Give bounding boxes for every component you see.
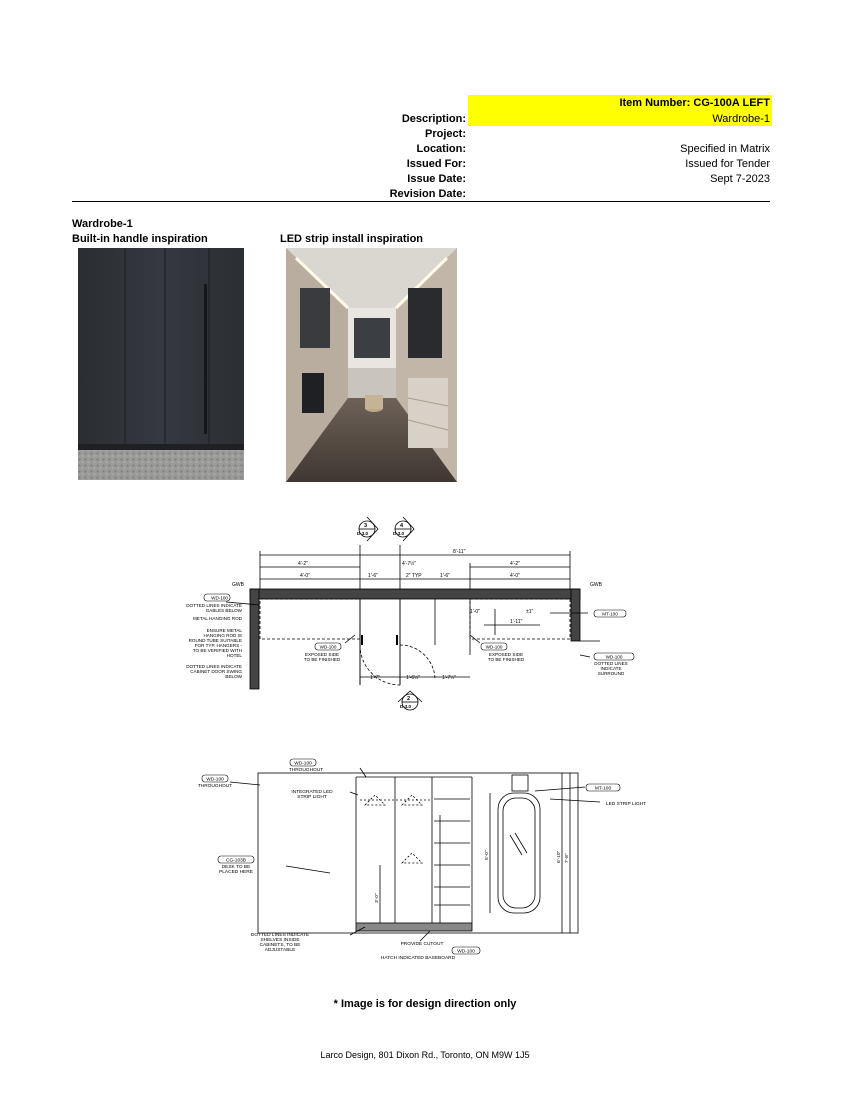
plan-note-surround-3: SURROUND	[597, 671, 625, 676]
plan-note-ensure-3: ROUND TUBE SUITABLE	[188, 638, 242, 643]
elev-note-cutout: PROVIDE CUTOUT	[400, 942, 444, 947]
elev-note-shelves-2: SHELVES INSIDE	[260, 938, 300, 943]
plan-tag-wd-right: WD-100	[605, 654, 623, 660]
plan-marker-3: 3	[364, 523, 368, 529]
elev-dim-mirror: 5'-0"	[485, 850, 490, 860]
elev-tag-cg: CG-103B	[226, 858, 246, 864]
plan-note-ensure-4: FOR TYP. HANGERS -	[194, 643, 242, 648]
caption-led: LED strip install inspiration	[280, 233, 424, 245]
description-label: Description:	[401, 113, 466, 125]
plan-marker-4-ref: D-3.0	[393, 531, 405, 536]
issued-for-label: Issued For:	[406, 158, 466, 170]
elev-note-throughout-left: THROUGHOUT	[197, 784, 233, 789]
location-value: Specified in Matrix	[680, 143, 770, 155]
led-closet-photo	[286, 248, 457, 482]
location-label: Location:	[416, 143, 466, 155]
plan-note-ensure-1: ENSURE METAL	[206, 628, 242, 633]
item-number: Item Number: CG-100A LEFT	[619, 97, 770, 109]
plan-marker-2-ref: D-3.0	[400, 704, 412, 709]
plan-tag-mt: MT-100	[602, 611, 618, 617]
project-label: Project:	[425, 128, 466, 140]
plan-dim-bot-a: 1'-7"	[370, 675, 380, 681]
plan-note-door-3: BELOW	[225, 674, 242, 679]
plan-note-exposed-r2: TO BE FINISHED	[487, 657, 525, 662]
elev-note-led-2: STRIP LIGHT	[297, 795, 327, 800]
caption-handle: Built-in handle inspiration	[72, 233, 208, 245]
elev-note-baseboard: HATCH INDICATED BASEBOARD	[380, 956, 456, 961]
elev-note-throughout-top: THROUGHOUT	[288, 768, 324, 773]
plan-note-exposed-l2: TO BE FINISHED	[303, 657, 341, 662]
plan-dim-right: 4'-2"	[510, 561, 520, 567]
plan-tag-wd-left: WD-100	[211, 595, 228, 601]
plan-note-door-2: CABINET DOOR SWING	[190, 669, 242, 674]
plan-note-ensure-2: HANGING ROD IS	[203, 633, 242, 638]
plan-note-exposed-r1: EXPOSED SIDE	[488, 652, 524, 657]
elev-note-shelves-3: CABINETS, TO BE	[259, 943, 301, 948]
wardrobe-door-photo	[78, 248, 244, 480]
elev-note-shelves-1: DOTTED LINES INDICATE	[250, 933, 310, 938]
plan-dim-small-c: ±1"	[526, 609, 534, 615]
plan-tag-wd-mid-right: WD-100	[485, 644, 503, 650]
elev-dim-low: 3'-0"	[375, 893, 380, 903]
disclaimer-note: * Image is for design direction only	[333, 998, 517, 1010]
header-rule	[72, 201, 770, 202]
elev-note-led-1: INTEGRATED LED	[291, 790, 333, 795]
elev-note-led-right: LED STRIP LIGHT	[605, 802, 647, 807]
plan-note-gables-2: GABLES BELOW	[205, 608, 242, 613]
issue-date-label: Issue Date:	[407, 173, 466, 185]
plan-dim-bot-c: 1'-7½"	[442, 675, 457, 681]
plan-marker-4: 4	[400, 523, 404, 529]
plan-gwb-left: GWB	[232, 582, 244, 588]
plan-note-surround-2: INDICATE	[600, 666, 622, 671]
elev-tag-wd-bottom: WD-100	[457, 949, 475, 955]
elev-note-shelves-4: ADJUSTABLE	[264, 948, 296, 953]
elevation-drawing	[190, 755, 660, 965]
issued-for-value: Issued for Tender	[685, 158, 770, 170]
floor-plan-drawing	[170, 515, 650, 715]
elev-tag-mt: MT-100	[594, 786, 612, 792]
plan-note-metal-rod: METAL HANGING ROD	[192, 616, 242, 621]
plan-dim-overall: 8'-11"	[453, 549, 466, 555]
plan-dim-bot-b: 1'-6½"	[406, 675, 421, 681]
plan-note-ensure-6: HOTEL	[226, 653, 242, 658]
plan-note-exposed-l1: EXPOSED SIDE	[304, 652, 340, 657]
elev-note-desk-1: DESK TO BE	[221, 865, 251, 870]
section-title: Wardrobe-1	[72, 218, 133, 230]
plan-note-door-1: DOTTED LINES INDICATE	[186, 664, 242, 669]
elev-dim-height-b: 7'-8"	[565, 853, 570, 863]
page-footer: Larco Design, 801 Dixon Rd., Toronto, ON M9W 1J5	[320, 1050, 530, 1060]
plan-dim-top-center: 4'-7½"	[402, 561, 417, 567]
plan-dim-small-a: 1'-0"	[470, 609, 480, 615]
elev-tag-wd-top: WD-100	[294, 761, 312, 767]
plan-note-gables-1: DOTTED LINES INDICATE	[186, 603, 242, 608]
plan-dim-left: 4'-2"	[298, 561, 308, 567]
elev-tag-wd-left: WD-100	[206, 777, 224, 783]
plan-dim-typ: 2" TYP	[406, 573, 422, 579]
plan-note-ensure-5: TO BE VERIFIED WITH	[192, 648, 242, 653]
elev-dim-height-a: 6'-10"	[557, 850, 562, 863]
issue-date-value: Sept 7-2023	[710, 173, 770, 185]
plan-marker-2: 2	[407, 696, 411, 702]
plan-dim-mid-a: 1'-6"	[368, 573, 378, 579]
plan-note-surround-1: DOTTED LINES	[594, 661, 628, 666]
plan-tag-wd-mid-left: WD-100	[319, 644, 337, 650]
revision-date-label: Revision Date:	[389, 188, 466, 200]
plan-marker-3-ref: D-3.0	[357, 531, 369, 536]
plan-gwb-right: GWB	[590, 582, 602, 588]
elev-note-desk-2: PLACED HERE	[219, 870, 253, 875]
plan-dim-left-inner: 4'-0"	[300, 573, 310, 579]
plan-dim-right-inner: 4'-0"	[510, 573, 520, 579]
plan-dim-small-b: 1'-11"	[510, 619, 523, 625]
description-value: Wardrobe-1	[712, 113, 770, 125]
plan-dim-mid-b: 1'-6"	[440, 573, 450, 579]
